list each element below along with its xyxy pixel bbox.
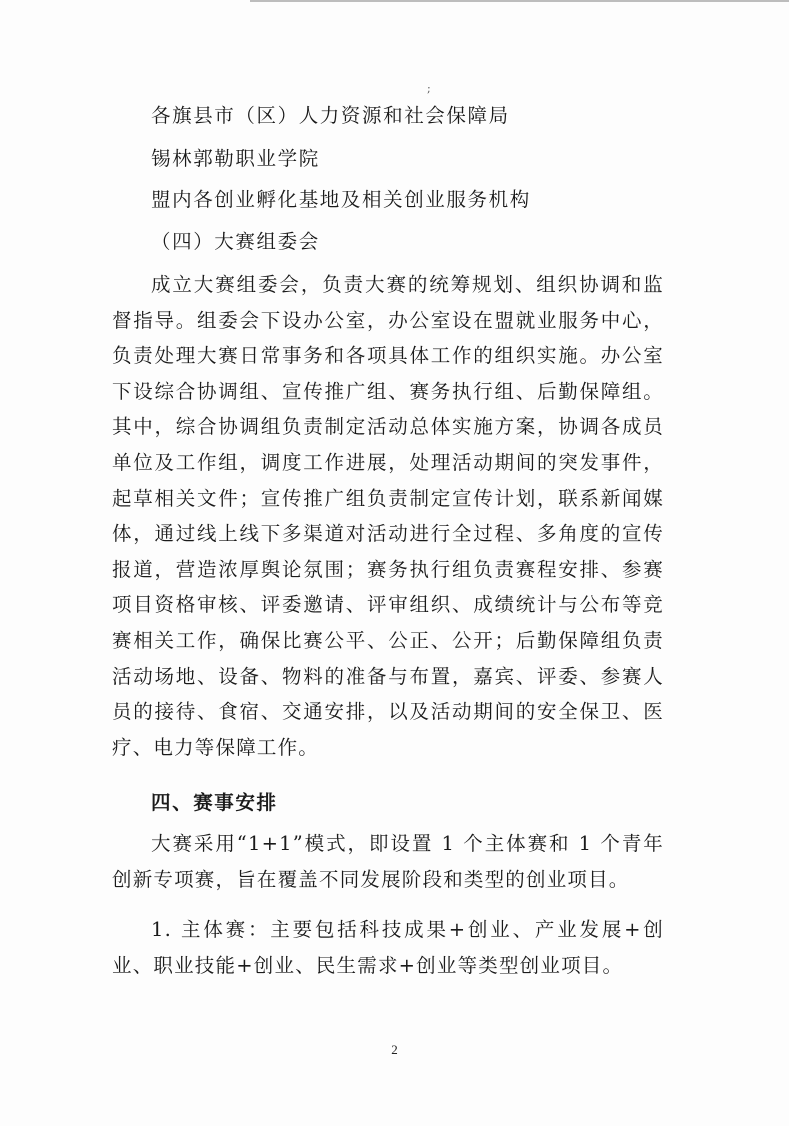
recipient-line-1: 各旗县市（区）人力资源和社会保障局	[151, 104, 510, 127]
main-competition-paragraph: 1. 主体赛：主要包括科技成果+创业、产业发展+创业、职业技能+创业、民生需求+创业等类型创业项目。	[112, 918, 664, 977]
subsection-heading-committee: （四）大赛组委会	[151, 230, 320, 253]
section-heading-schedule: 四、赛事安排	[151, 791, 278, 814]
committee-paragraph: 成立大赛组委会，负责大赛的统筹规划、组织协调和监督指导。组委会下设办公室，办公室设在盟就业服务中心，负责处理大赛日常事务和各项具体工作的组织实施。办公室下设综合协调组、宣传推广组、赛务执行组、后勤保障组。其中，综合协调组负责制定活动总体实施方案，协调各成员单位及工作组，调度工作进展，处理活动期间的突发事件，起草相关文件；宣传推广组负责制定宣传计划，联系新闻媒体，通过线上线下多渠道对活动进行全过程、多角度的宣传报道，营造浓厚舆论氛围；赛务执行组负责赛程安排、参赛项目资格审核、评委邀请、评审组织、成绩统计与公布等竞赛相关工作，确保比赛公平、公正、公开；后勤保障组负责活动场地、设备、物料的准备与布置，嘉宾、评委、参赛人员的接待、食宿、交通安排，以及活动期间的安全保卫、医疗、电力等保障工作。	[112, 273, 664, 759]
schedule-intro-paragraph: 大赛采用“1+1”模式，即设置 1 个主体赛和 1 个青年创新专项赛，旨在覆盖不同发展阶段和类型的创业项目。	[112, 832, 664, 891]
recipient-line-2: 锡林郭勒职业学院	[151, 147, 320, 170]
scan-edge	[250, 0, 789, 2]
page-number: 2	[391, 1042, 398, 1057]
scan-mark: ;	[427, 82, 431, 95]
recipient-line-3: 盟内各创业孵化基地及相关创业服务机构	[151, 188, 531, 211]
